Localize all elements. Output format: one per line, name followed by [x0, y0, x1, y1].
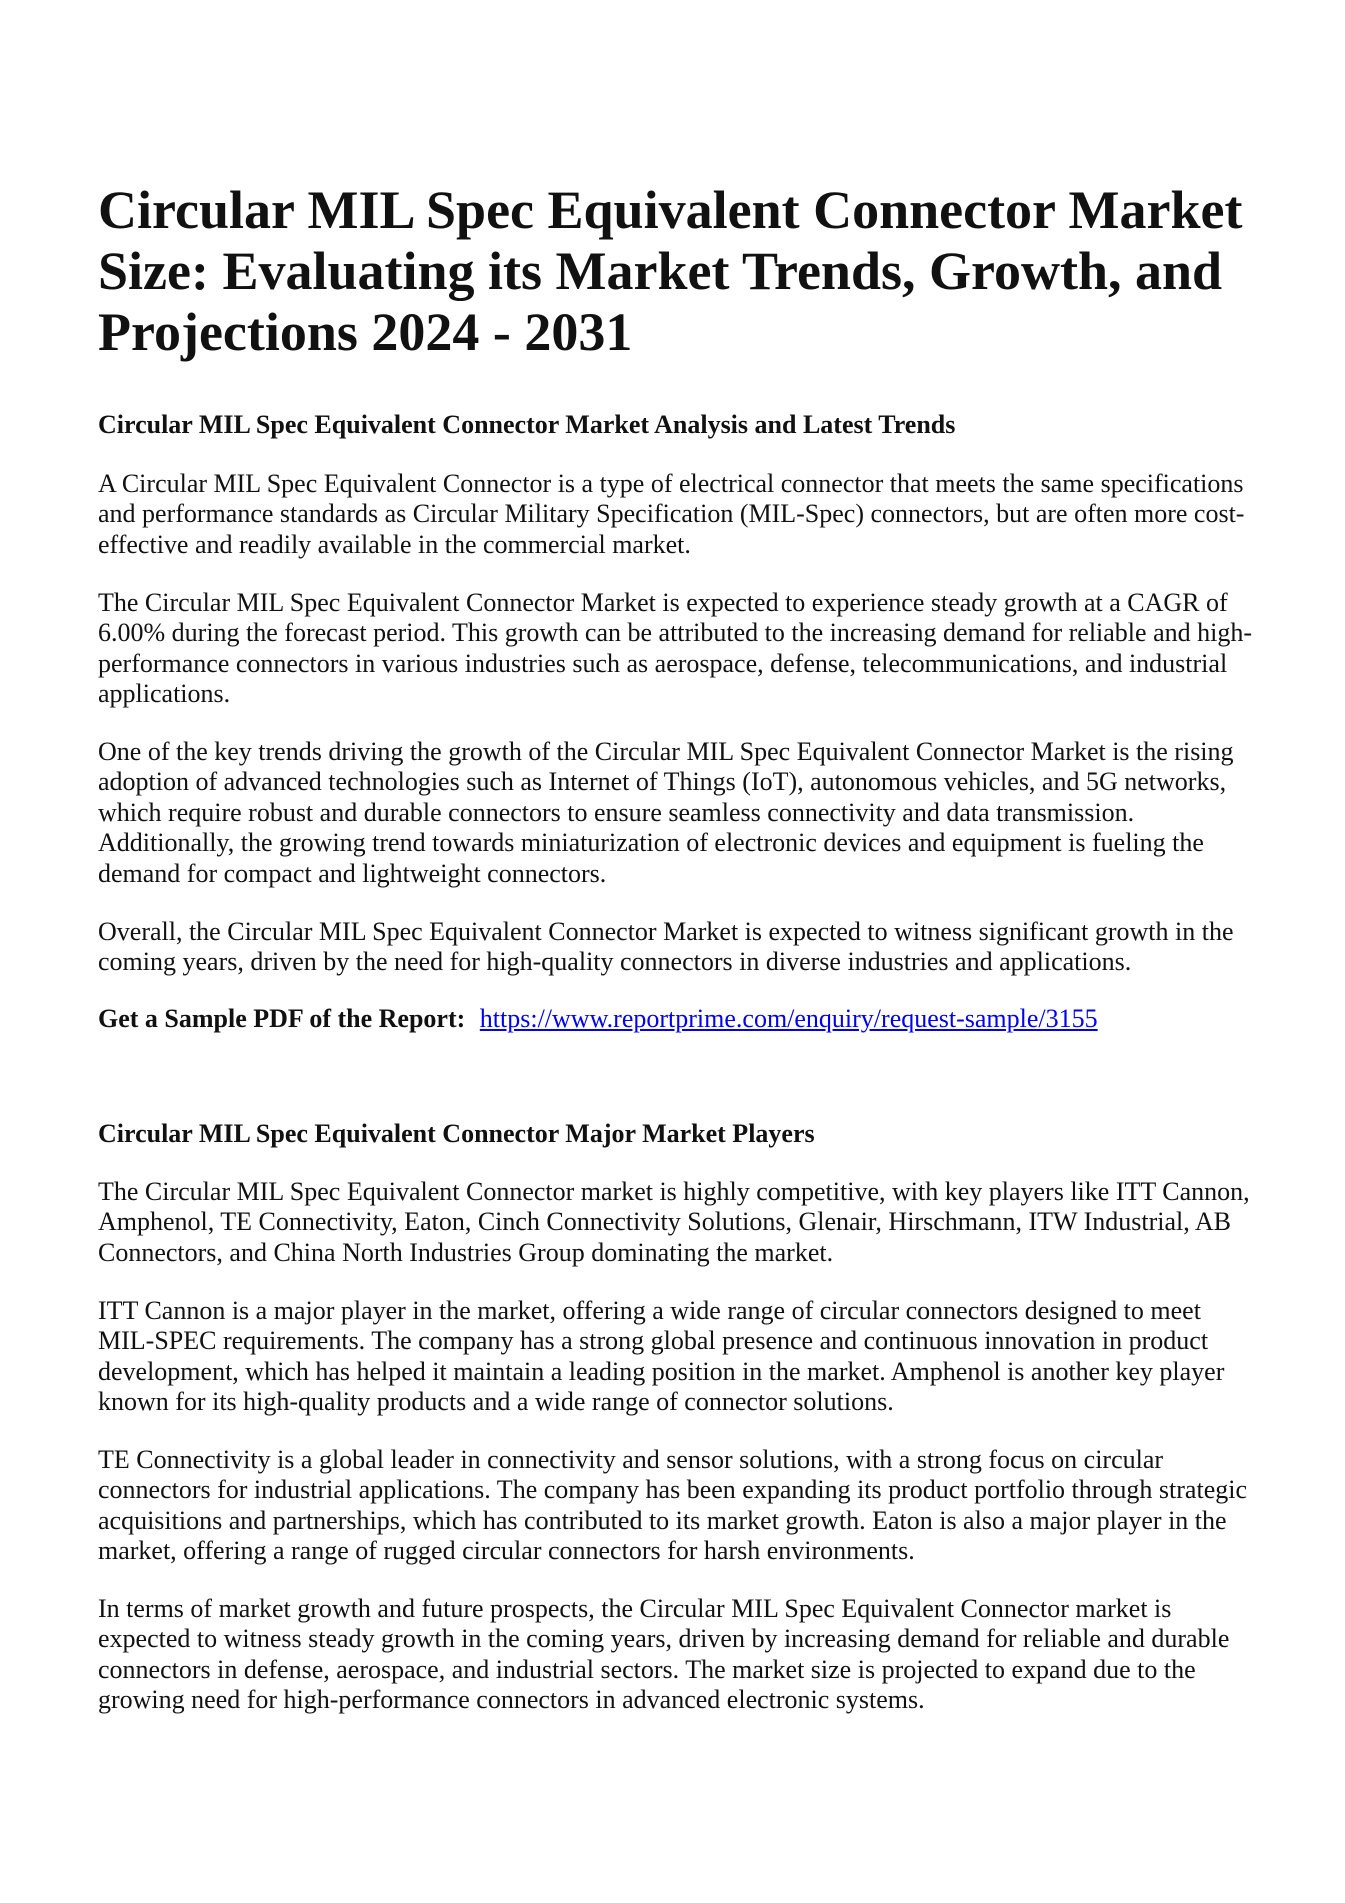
- paragraph-growth-cagr: The Circular MIL Spec Equivalent Connector Market is expected to experience steady growth at a CAGR of 6.00% during the forecast period. This growth can be attributed to the increasing demand for reliable and high-performance connectors in various industries such as aerospace, defense, telecommunications, and industrial applications.: [98, 588, 1252, 709]
- paragraph-itt-cannon: ITT Cannon is a major player in the market, offering a wide range of circular connectors designed to meet MIL-SPEC requirements. The company has a strong global presence and continuous innovation in product development, which has helped it maintain a leading position in the market. Amphenol is another key player known for its high-quality products and a wide range of connector solutions.: [98, 1296, 1225, 1417]
- paragraph-te-connectivity: TE Connectivity is a global leader in connectivity and sensor solutions, with a strong focus on circular connectors for industrial applications. The company has been expanding its product portfolio through strategic acquisitions and partnerships, which has contributed to its market growth. Eaton is also a major player in the market, offering a range of rugged circular connectors for harsh environments.: [98, 1445, 1248, 1566]
- paragraph-future-prospects: In terms of market growth and future prospects, the Circular MIL Spec Equivalent Connector market is expected to witness steady growth in the coming years, driven by increasing demand for reliable and durable connectors in defense, aerospace, and industrial sectors. The market size is projected to expand due to the growing need for high-performance connectors in advanced electronic systems.: [98, 1594, 1230, 1715]
- paragraph-overall-outlook: Overall, the Circular MIL Spec Equivalent Connector Market is expected to witness significant growth in the coming years, driven by the need for high-quality connectors in diverse industries and applications.: [98, 917, 1234, 977]
- paragraph-key-trends: One of the key trends driving the growth of the Circular MIL Spec Equivalent Connector Market is the rising adoption of advanced technologies such as Internet of Things (IoT), autonomous vehicles, and 5G networks, which require robust and durable connectors to ensure seamless connectivity and data transmission. Additionally, the growing trend towards miniaturization of electronic devices and equipment is fueling the demand for compact and lightweight connectors.: [98, 737, 1234, 888]
- document-title: Circular MIL Spec Equivalent Connector Market Size: Evaluating its Market Trends, Growth, and Projections 2024 - 2031: [98, 180, 1243, 362]
- section-heading-analysis: Circular MIL Spec Equivalent Connector Market Analysis and Latest Trends: [98, 410, 956, 439]
- sample-pdf-line: [98, 1004, 1098, 1034]
- paragraph-definition: A Circular MIL Spec Equivalent Connector is a type of electrical connector that meets the same specifications and performance standards as Circular Military Specification (MIL-Spec) connectors, but are often more cost-effective and readily available in the commercial market.: [98, 469, 1245, 559]
- sample-pdf-label: Get a Sample PDF of the Report:: [98, 1004, 466, 1033]
- sample-pdf-link[interactable]: https://www.reportprime.com/enquiry/request-sample/3155: [479, 1004, 1098, 1033]
- paragraph-competitive-landscape: The Circular MIL Spec Equivalent Connector market is highly competitive, with key players like ITT Cannon, Amphenol, TE Connectivity, Eaton, Cinch Connectivity Solutions, Glenair, Hirschmann, ITW Industrial, AB Connectors, and China North Industries Group dominating the market.: [98, 1177, 1250, 1267]
- section-heading-players: Circular MIL Spec Equivalent Connector Major Market Players: [98, 1119, 815, 1148]
